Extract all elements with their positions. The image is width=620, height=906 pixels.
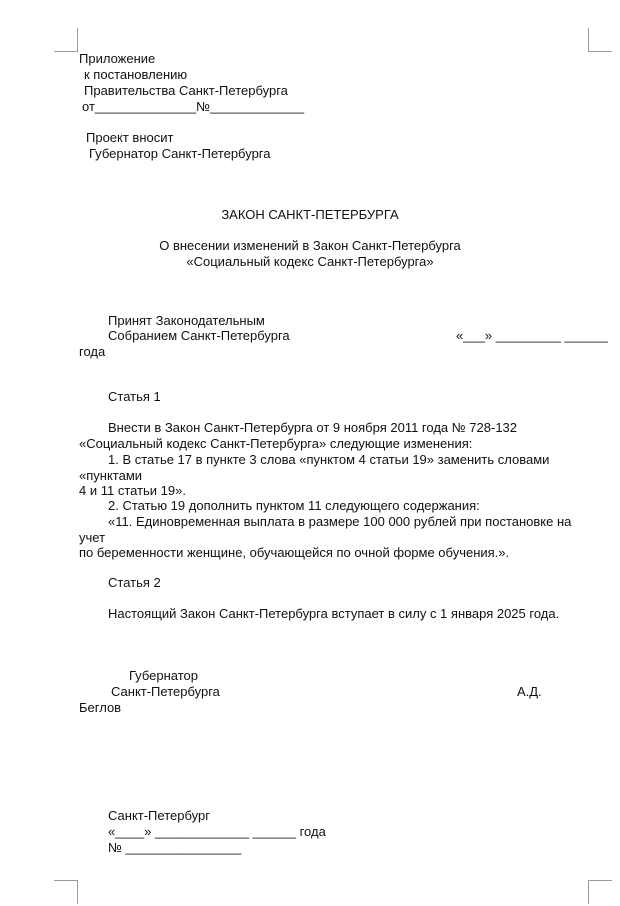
signature-title1: Губернатор (129, 668, 198, 683)
signature-initials: А.Д. (517, 684, 542, 699)
adopted-date: «___» _________ ______ (456, 328, 608, 343)
adopted-line2: Собранием Санкт-Петербурга (108, 328, 290, 343)
crop-mark-bottom-right-v (588, 880, 589, 904)
law-subject-line1: О внесении изменений в Закон Санкт-Петербурга (159, 238, 461, 253)
submitter-line2: Губернатор Санкт-Петербурга (89, 146, 271, 161)
footer-date: «____» _____________ ______ года (108, 824, 326, 839)
submitter-line1: Проект вносит (86, 130, 174, 145)
header-to-resolution: к постановлению (84, 67, 188, 82)
article1-quote-line1: «11. Единовременная выплата в размере 100 000 рублей при постановке на (108, 514, 572, 529)
header-government: Правительства Санкт-Петербурга (84, 83, 288, 98)
law-title: ЗАКОН САНКТ-ПЕТЕРБУРГА (221, 207, 399, 222)
footer-city: Санкт-Петербург (108, 808, 210, 823)
crop-mark-top-right-v (588, 28, 589, 52)
article1-heading: Статья 1 (108, 389, 161, 404)
article1-intro-line1: Внести в Закон Санкт-Петербурга от 9 ноября 2011 года № 728-132 (108, 420, 518, 435)
article1-quote-line2: учет (79, 530, 106, 545)
article1-item1-line3: 4 и 11 статьи 19». (79, 483, 186, 498)
adopted-line1: Принят Законодательным (108, 313, 265, 328)
law-subject-line2: «Социальный кодекс Санкт-Петербурга» (186, 254, 434, 269)
crop-mark-top-left-h (54, 51, 78, 52)
crop-mark-top-right-h (588, 51, 612, 52)
article1-quote-line3: по беременности женщине, обучающейся по очной форме обучения.». (79, 545, 510, 560)
footer-number: № ________________ (108, 840, 242, 855)
article1-item1-line2: «пунктами (79, 468, 143, 483)
header-from-number: от______________№_____________ (82, 99, 305, 114)
adopted-year: года (79, 344, 106, 359)
signature-surname: Беглов (79, 700, 122, 715)
article1-item1-line1: 1. В статье 17 в пункте 3 слова «пунктом 4 статьи 19» заменить словами (108, 452, 550, 467)
crop-mark-bottom-left-h (54, 880, 78, 881)
crop-mark-bottom-left-v (77, 880, 78, 904)
article2-heading: Статья 2 (108, 575, 161, 590)
header-appendix: Приложение (79, 51, 156, 66)
article1-item2: 2. Статью 19 дополнить пунктом 11 следующего содержания: (108, 498, 480, 513)
signature-title2: Санкт-Петербурга (111, 684, 220, 699)
crop-mark-top-left-v (77, 28, 78, 52)
article2-text: Настоящий Закон Санкт-Петербурга вступает в силу с 1 января 2025 года. (108, 606, 560, 621)
crop-mark-bottom-right-h (588, 880, 612, 881)
article1-intro-line2: «Социальный кодекс Санкт-Петербурга» следующие изменения: (79, 436, 473, 451)
